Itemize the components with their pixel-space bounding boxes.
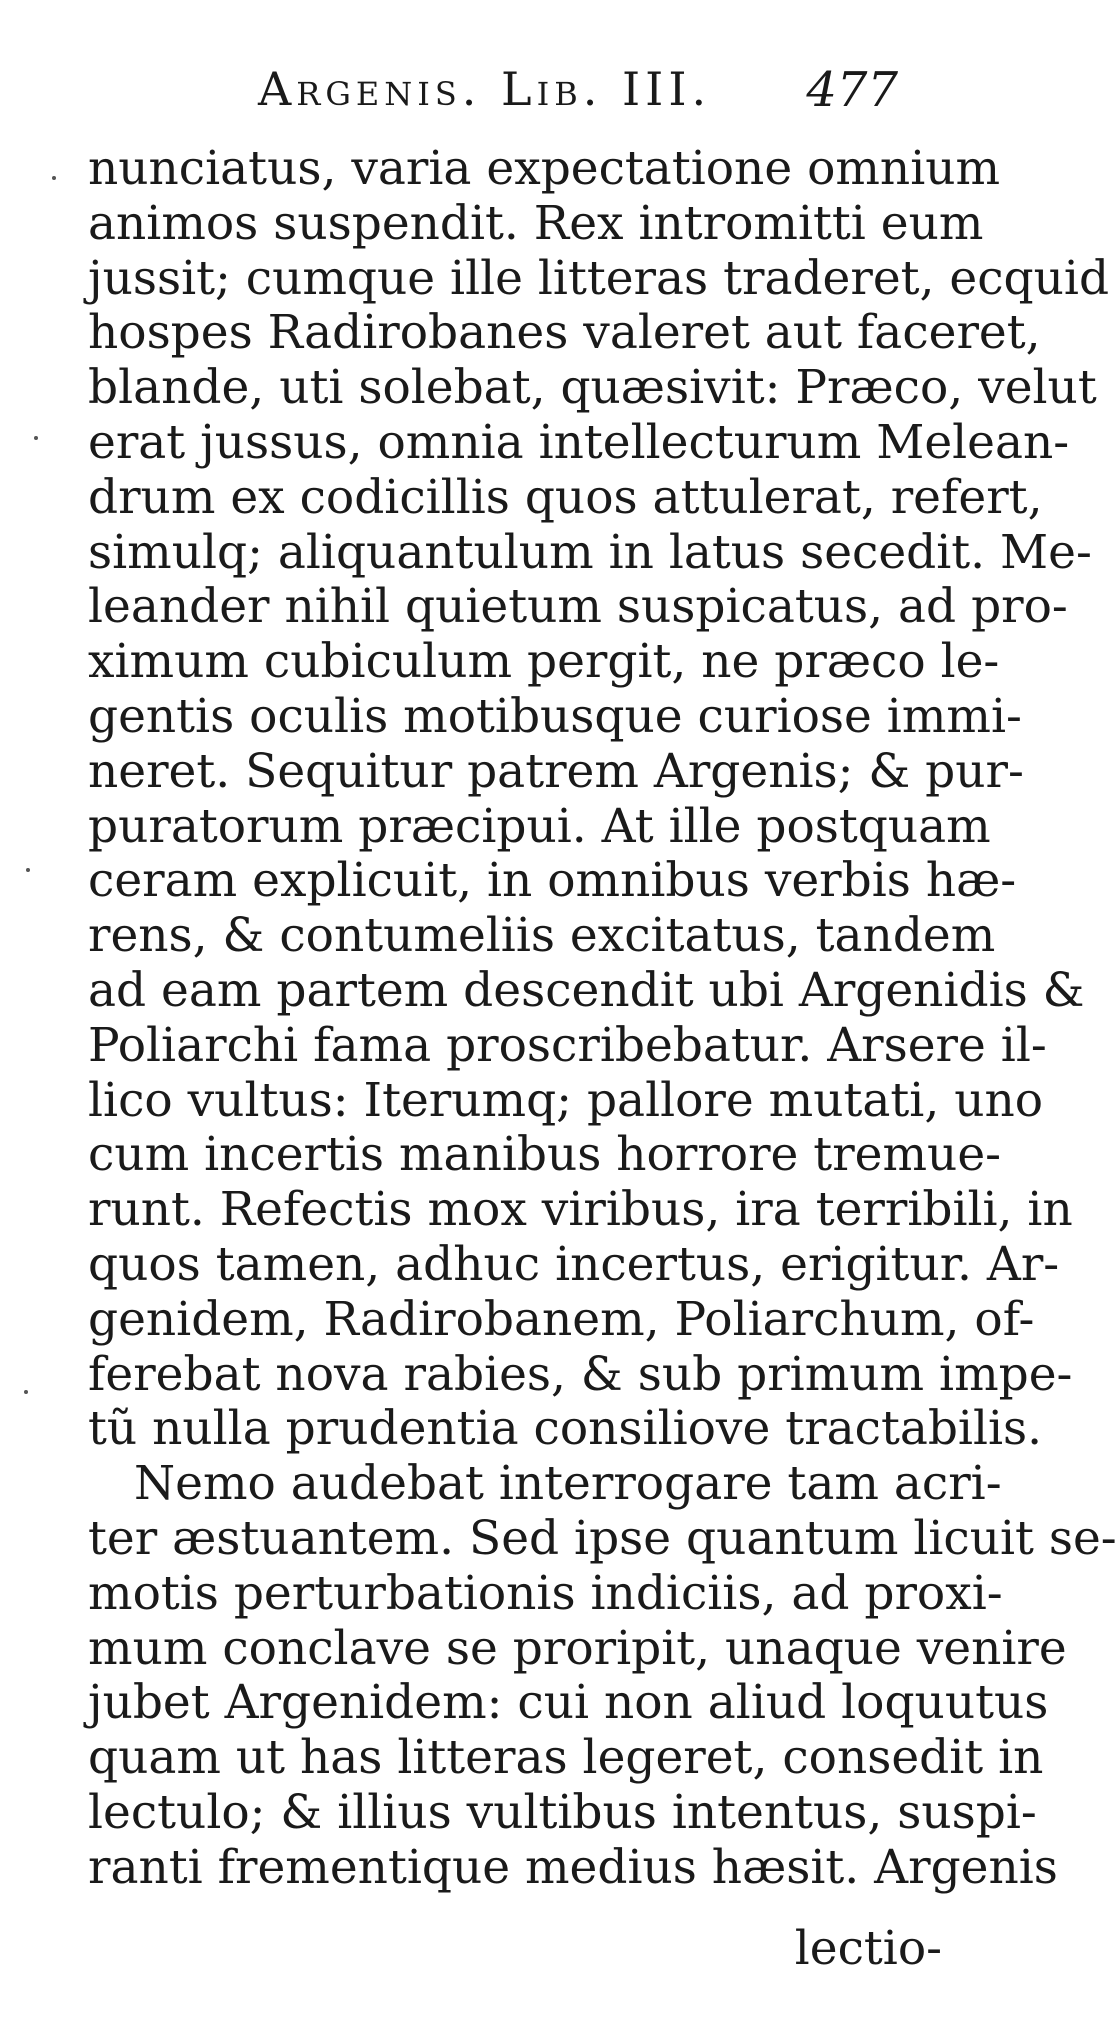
text-line: jubet Argenidem: cui non aliud loquutus	[88, 1675, 1049, 1731]
text-line: leander nihil quietum suspicatus, ad pro-	[88, 579, 1068, 635]
text-line: drum ex codicillis quos attulerat, refert,	[88, 469, 1043, 525]
text-line: animos suspendit. Rex intromitti eum	[88, 195, 984, 251]
paragraph-first-line: Nemo audebat interrogare tam acri-	[134, 1456, 1002, 1512]
text-line: nunciatus, varia expectatione omnium	[88, 141, 1001, 196]
catchword: lectio-	[794, 1921, 942, 1976]
text-line: ad eam partem descendit ubi Argenidis &	[88, 962, 1085, 1018]
text-line: motis perturbationis indiciis, ad proxi-	[88, 1565, 1003, 1621]
text-line: neret. Sequitur patrem Argenis; & pur-	[88, 743, 1024, 799]
text-line: cum incertis manibus horrore tremue-	[88, 1127, 1002, 1183]
margin-dot-mark	[52, 176, 56, 180]
text-line: jussit; cumque ille litteras traderet, ecquid	[88, 250, 1110, 306]
text-line: quos tamen, adhuc incertus, erigitur. Ar-	[88, 1236, 1060, 1292]
text-line: lico vultus: Iterumq; pallore mutati, uno	[88, 1072, 1044, 1128]
text-line: genidem, Radirobanem, Poliarchum, of-	[88, 1291, 1035, 1347]
margin-dot-mark	[24, 1390, 28, 1394]
text-line: blande, uti solebat, quæsivit: Præco, velut	[88, 360, 1097, 416]
text-line: hospes Radirobanes valeret aut faceret,	[88, 305, 1041, 361]
text-line: erat jussus, omnia intellecturum Melean-	[88, 414, 1070, 470]
text-line: ceram explicuit, in omnibus verbis hæ-	[88, 853, 1017, 909]
text-line: quam ut has litteras legeret, consedit in	[88, 1730, 1044, 1786]
margin-dot-mark	[26, 868, 30, 872]
text-line: simulq; aliquantulum in latus secedit. Me-	[88, 524, 1092, 580]
text-line: gentis oculis motibusque curiose immi-	[88, 688, 1022, 744]
text-line: lectulo; & illius vultibus intentus, suspi-	[88, 1784, 1037, 1840]
running-head	[258, 62, 898, 124]
text-line: ximum cubiculum pergit, ne præco le-	[88, 634, 1000, 690]
text-line: tũ nulla prudentia consiliove tractabilis.	[88, 1401, 1043, 1457]
text-line: runt. Refectis mox viribus, ira terribili, in	[88, 1182, 1073, 1238]
body-text	[88, 141, 1117, 1896]
running-title: Argenis. Lib. III.	[258, 62, 712, 116]
margin-dot-mark	[34, 436, 38, 440]
text-line: Poliarchi fama proscribebatur. Arsere il-	[88, 1017, 1047, 1073]
page-number: 477	[806, 62, 898, 118]
text-line: ferebat nova rabies, & sub primum impe-	[88, 1346, 1073, 1402]
text-line: mum conclave se proripit, unaque venire	[88, 1620, 1067, 1676]
text-line: ranti frementique medius hæsit. Argenis	[88, 1839, 1058, 1895]
text-line: rens, & contumeliis excitatus, tandem	[88, 908, 996, 964]
text-line: puratorum præcipui. At ille postquam	[88, 798, 991, 854]
text-line: ter æstuantem. Sed ipse quantum licuit se-	[88, 1510, 1117, 1566]
